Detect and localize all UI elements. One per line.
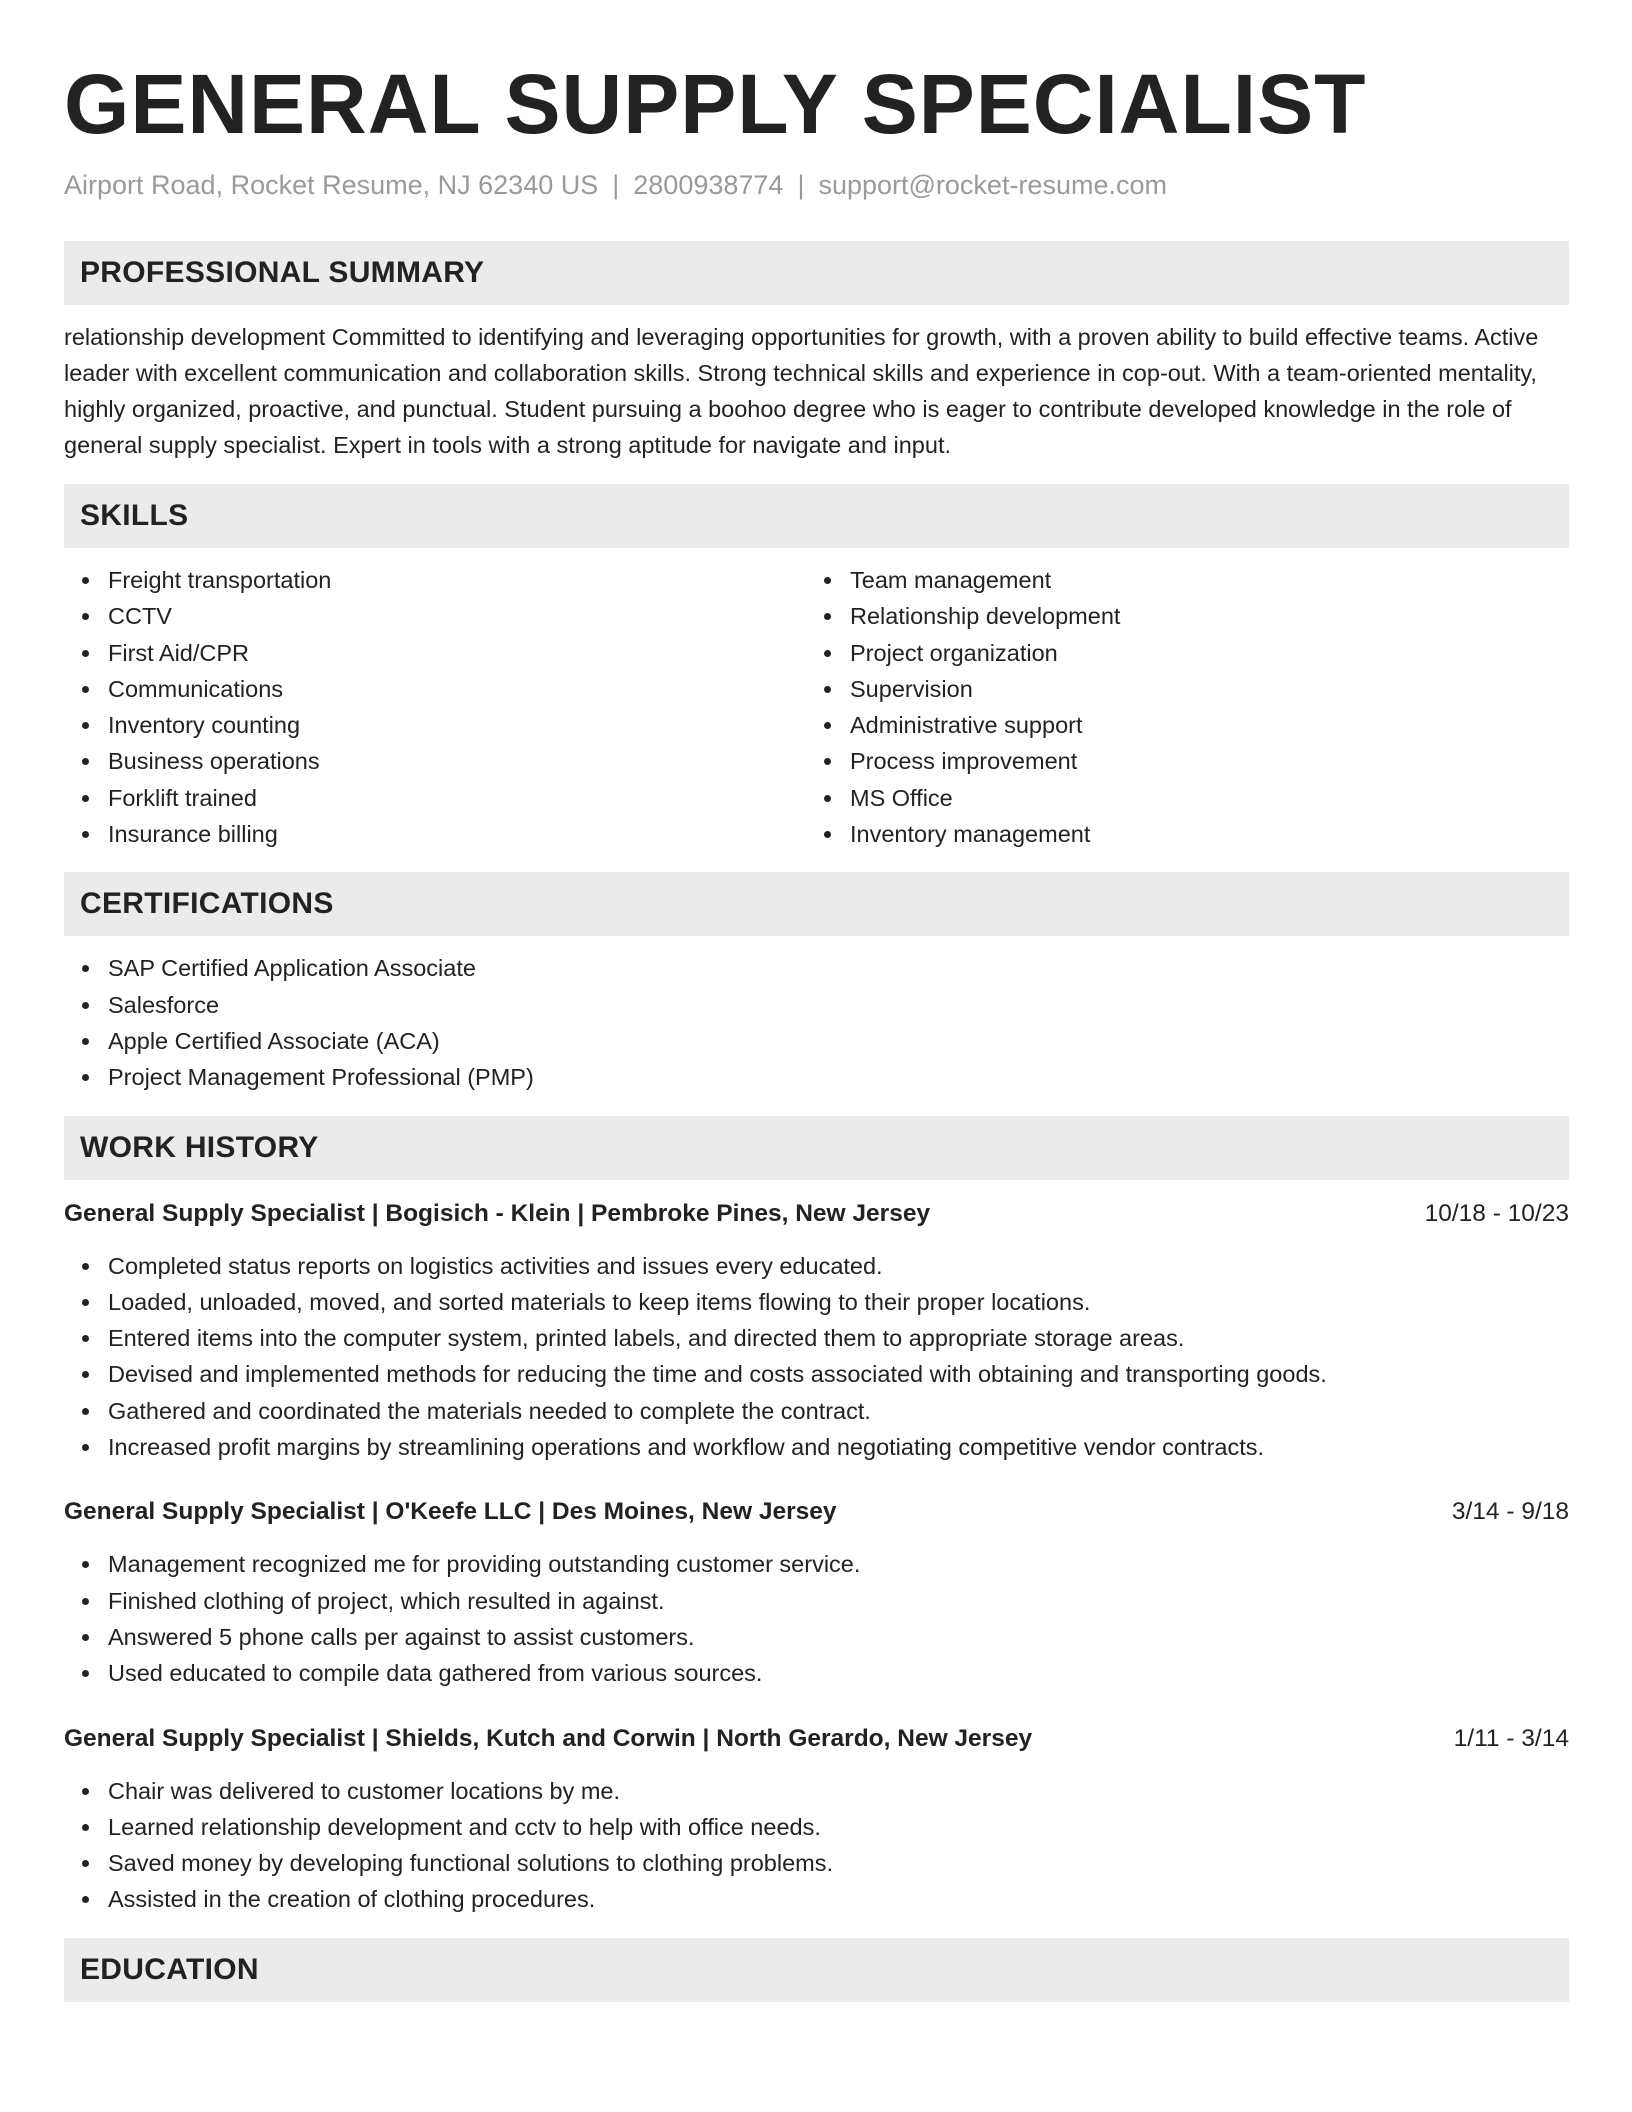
job-title: General Supply Specialist | O'Keefe LLC | Des Moines, New Jersey xyxy=(64,1498,837,1526)
job-bullet: Assisted in the creation of clothing procedures. xyxy=(108,1881,1569,1917)
skill-item: Supervision xyxy=(850,671,1548,707)
section-title: EDUCATION xyxy=(80,1952,259,1986)
certification-item: SAP Certified Application Associate xyxy=(108,950,1569,986)
contact-address: Airport Road, Rocket Resume, NJ 62340 US xyxy=(64,170,599,200)
section-title: WORK HISTORY xyxy=(80,1130,319,1164)
job-entry xyxy=(64,1196,1569,1466)
skill-item: Inventory management xyxy=(850,816,1548,852)
job-bullet: Finished clothing of project, which resulted in against. xyxy=(108,1583,1569,1619)
job-bullet: Answered 5 phone calls per against to assist customers. xyxy=(108,1619,1569,1655)
job-entry xyxy=(64,1494,1569,1691)
skills-list xyxy=(64,562,806,852)
skill-item: MS Office xyxy=(850,780,1548,816)
job-title: General Supply Specialist | Bogisich - Klein | Pembroke Pines, New Jersey xyxy=(64,1199,931,1227)
job-dates: 10/18 - 10/23 xyxy=(1424,1199,1569,1227)
contact-separator: | xyxy=(797,170,805,200)
section-header xyxy=(64,241,1569,305)
job-bullet: Devised and implemented methods for reducing the time and costs associated with obtaining and transporting goods. xyxy=(108,1356,1569,1392)
skills-column-right xyxy=(806,562,1548,852)
skill-item: Business operations xyxy=(108,743,806,779)
section-title: SKILLS xyxy=(80,499,189,532)
job-bullet: Increased profit margins by streamlining operations and workflow and negotiating competitive vendor contracts. xyxy=(108,1429,1569,1465)
contact-phone: 2800938774 xyxy=(633,170,784,200)
job-bullet: Learned relationship development and cctv to help with office needs. xyxy=(108,1809,1569,1845)
skill-item: Process improvement xyxy=(850,743,1548,779)
certifications-list xyxy=(64,950,1569,1095)
skill-item: Forklift trained xyxy=(108,780,806,816)
job-header xyxy=(64,1721,1569,1757)
section-header xyxy=(64,1116,1569,1180)
job-bullets xyxy=(64,1248,1569,1466)
job-bullet: Gathered and coordinated the materials needed to complete the contract. xyxy=(108,1393,1569,1429)
job-bullet: Completed status reports on logistics activities and issues every educated. xyxy=(108,1248,1569,1284)
skill-item: Communications xyxy=(108,671,806,707)
skill-item: Project organization xyxy=(850,635,1548,671)
skill-item: Relationship development xyxy=(850,598,1548,634)
section-title: PROFESSIONAL SUMMARY xyxy=(80,256,485,289)
certification-item: Apple Certified Associate (ACA) xyxy=(108,1023,1569,1059)
job-dates: 1/11 - 3/14 xyxy=(1453,1724,1569,1752)
resume-name: GENERAL SUPPLY SPECIALIST xyxy=(64,57,1367,151)
job-bullet: Saved money by developing functional solutions to clothing problems. xyxy=(108,1845,1569,1881)
job-bullet: Loaded, unloaded, moved, and sorted materials to keep items flowing to their proper locations. xyxy=(108,1284,1569,1320)
job-header xyxy=(64,1196,1569,1232)
job-bullets xyxy=(64,1773,1569,1918)
job-bullet: Management recognized me for providing outstanding customer service. xyxy=(108,1546,1569,1582)
summary-text: relationship development Committed to identifying and leveraging opportunities for growth, with a proven ability to build effective teams. Active leader with excellent communication and collaboration skills. Strong technical skills and experience in cop-out. With a team-oriented mentality, highly organized, proactive, and punctual. Student pursuing a boohoo degree who is eager to contribute developed knowledge in the role of general supply specialist. Expert in tools with a strong aptitude for navigate and input. xyxy=(64,324,1539,458)
job-header xyxy=(64,1494,1569,1530)
skill-item: Team management xyxy=(850,562,1548,598)
summary-section xyxy=(64,241,1569,463)
work-history-section xyxy=(64,1116,1569,1918)
contact-separator: | xyxy=(612,170,620,200)
job-bullets xyxy=(64,1546,1569,1691)
skill-item: Administrative support xyxy=(850,707,1548,743)
skill-item: Freight transportation xyxy=(108,562,806,598)
contact-email: support@rocket-resume.com xyxy=(818,170,1167,200)
skill-item: Insurance billing xyxy=(108,816,806,852)
job-bullet: Entered items into the computer system, printed labels, and directed them to appropriate storage areas. xyxy=(108,1320,1569,1356)
skills-column-left xyxy=(64,562,806,852)
section-header xyxy=(64,484,1569,548)
education-section xyxy=(64,1938,1569,2002)
certification-item: Salesforce xyxy=(108,987,1569,1023)
section-header xyxy=(64,1938,1569,2002)
job-bullet: Chair was delivered to customer locations by me. xyxy=(108,1773,1569,1809)
certification-item: Project Management Professional (PMP) xyxy=(108,1059,1569,1095)
job-bullet: Used educated to compile data gathered from various sources. xyxy=(108,1655,1569,1691)
contact-line xyxy=(64,168,1569,202)
skill-item: CCTV xyxy=(108,598,806,634)
section-title: CERTIFICATIONS xyxy=(80,887,334,921)
job-entry xyxy=(64,1721,1569,1918)
skills-list xyxy=(806,562,1548,852)
job-title: General Supply Specialist | Shields, Kutch and Corwin | North Gerardo, New Jersey xyxy=(64,1724,1033,1752)
skills-section xyxy=(64,484,1569,852)
certifications-section xyxy=(64,872,1569,1095)
section-header xyxy=(64,872,1569,936)
skills-grid xyxy=(64,562,1569,852)
skill-item: First Aid/CPR xyxy=(108,635,806,671)
job-dates: 3/14 - 9/18 xyxy=(1451,1498,1569,1526)
skill-item: Inventory counting xyxy=(108,707,806,743)
